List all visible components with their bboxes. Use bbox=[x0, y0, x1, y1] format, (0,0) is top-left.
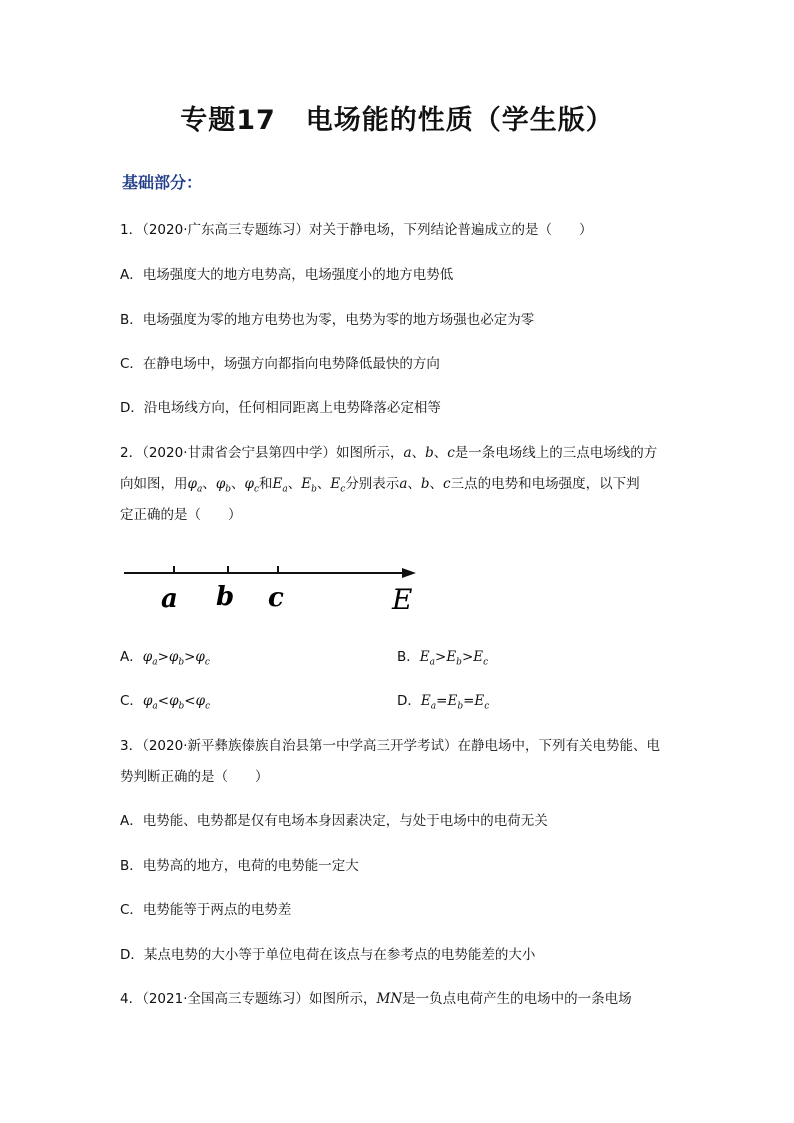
section-heading: 基础部分： bbox=[122, 173, 203, 192]
diagram-label-a: a bbox=[161, 584, 178, 614]
q1-option-c: C．在静电场中，场强方向都指向电势降低最快的方向 bbox=[120, 356, 440, 372]
q3-stem-line2: 势判断正确的是（ ） bbox=[120, 769, 269, 785]
field-line-diagram bbox=[120, 560, 420, 620]
q2-option-b: B．$E_a>E_b>E_c$ bbox=[397, 649, 489, 668]
q3-option-d: D．某点电势的大小等于单位电荷在该点与在参考点的电势能差的大小 bbox=[120, 947, 536, 963]
page-title bbox=[0, 98, 794, 137]
diagram-label-b: b bbox=[216, 582, 235, 612]
q3-stem-line1: 3．（2020·新平彝族傣族自治县第一中学高三开学考试）在静电场中，下列有关电势能、电 bbox=[120, 738, 660, 754]
q1-stem: 1．（2020·广东高三专题练习）对关于静电场，下列结论普遍成立的是（ ） bbox=[120, 222, 593, 238]
diagram-label-c: c bbox=[268, 583, 284, 613]
diagram-label-e: E bbox=[392, 583, 413, 616]
q3-option-c: C．电势能等于两点的电势差 bbox=[120, 902, 292, 918]
q4-stem: 4．（2021·全国高三专题练习）如图所示，MN是一负点电荷产生的电场中的一条电场 bbox=[120, 991, 632, 1007]
q3-option-a: A．电势能、电势都是仅有电场本身因素决定，与处于电场中的电荷无关 bbox=[120, 813, 548, 829]
q2-option-d: D．$E_a=E_b=E_c$ bbox=[397, 693, 490, 712]
q1-option-a: A．电场强度大的地方电势高，电场强度小的地方电势低 bbox=[120, 267, 454, 283]
q2-option-a: A．$\varphi_a>\varphi_b>\varphi_c$ bbox=[120, 649, 210, 668]
q2-stem-line3: 定正确的是（ ） bbox=[120, 507, 242, 523]
q2-option-c: C．$\varphi_a<\varphi_b<\varphi_c$ bbox=[120, 693, 211, 712]
q1-option-d: D．沿电场线方向，任何相同距离上电势降落必定相等 bbox=[120, 400, 441, 416]
q3-option-b: B．电势高的地方，电荷的电势能一定大 bbox=[120, 858, 359, 874]
field-arrow-head bbox=[402, 568, 416, 578]
q2-stem-line2: 向如图，用$\varphi_a$、$\varphi_b$、$\varphi_c$和$E_a$、$E_b$、$E_c$分别表示a、b、c三点的电势和电场强度，以下判 bbox=[120, 476, 640, 495]
q1-option-b: B．电场强度为零的地方电势也为零，电势为零的地方场强也必定为零 bbox=[120, 312, 535, 328]
title-topic-number: 专题17 bbox=[180, 105, 276, 136]
title-topic-name: 电场能的性质（学生版） bbox=[305, 105, 614, 136]
q2-stem-line1: 2．（2020·甘肃省会宁县第四中学）如图所示，a、b、c是一条电场线上的三点电场线的方 bbox=[120, 445, 658, 461]
